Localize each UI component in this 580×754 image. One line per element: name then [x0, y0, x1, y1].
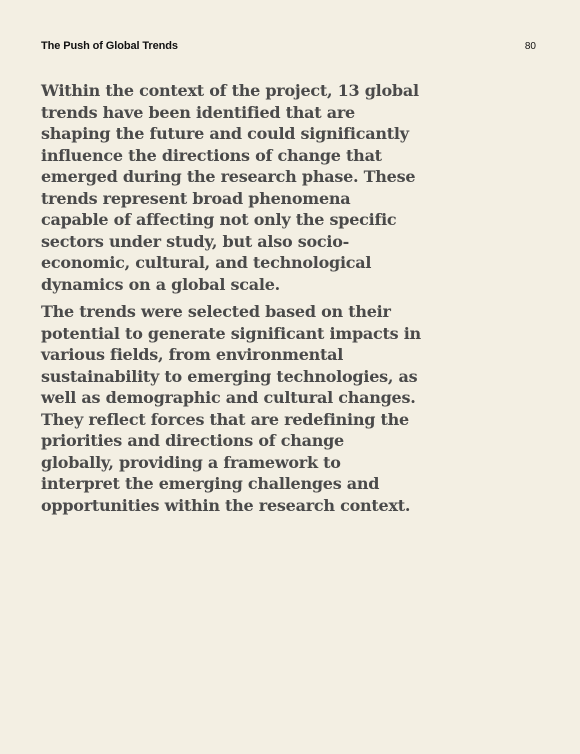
paragraph-2: The trends were selected based on their potential to generate significant impacts in various fields, from environmental sustainability to emerging technologies, as well as demographic and cultural changes. They reflect forces that are redefining the priorities and directions of change globally, providing a framework to interpret the emerging challenges and opportunities within the research context.: [41, 302, 421, 515]
running-header-title: The Push of Global Trends: [41, 40, 178, 52]
paragraph-1: Within the context of the project, 13 global trends have been identified that are shaping the future and could significantly influence the directions of change that emerged during the research phase. These trends represent broad phenomena capable of affecting not only the specific sectors under study, but also socio-economic, cultural, and technological dynamics on a global scale.: [41, 81, 419, 294]
body-text: [41, 80, 421, 522]
page-number: 80: [524, 41, 536, 52]
